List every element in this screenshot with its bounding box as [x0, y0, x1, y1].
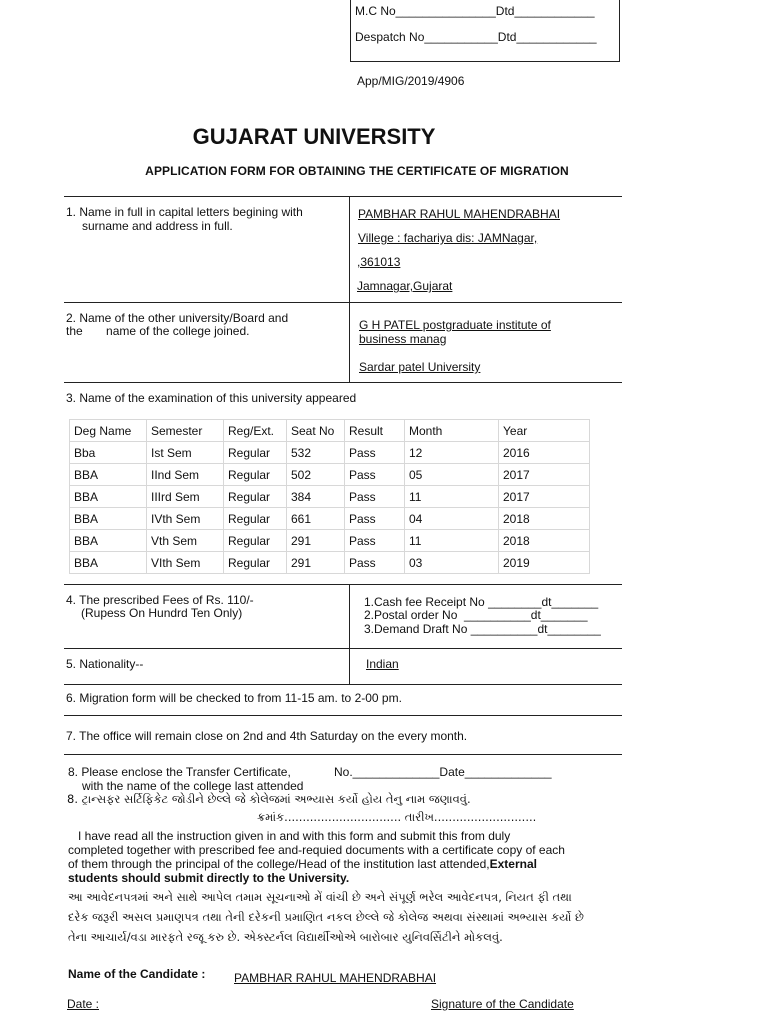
table-cell: Pass — [345, 486, 405, 508]
table-cell: 11 — [405, 486, 499, 508]
declaration-gujarati-3: તેના આચાર્ય/વડા મારફતે રજૂ કરુ છે. એક્સ્ટર્નલ વિદ્યાર્થીઓએ બારોબાર યુનિવર્સિટીને મોકલવું. — [68, 930, 503, 944]
q3-label: 3. Name of the examination of this university appeared — [66, 391, 357, 405]
table-cell: 291 — [287, 530, 345, 552]
column-divider — [349, 196, 350, 382]
table-cell: IIIrd Sem — [147, 486, 224, 508]
table-cell: Pass — [345, 530, 405, 552]
divider — [64, 302, 622, 303]
table-cell: Regular — [224, 530, 287, 552]
declaration-gujarati-2: દરેક જરૂરી અસલ પ્રમાણપત્ર તથા તેની દરેકની પ્રમાણિત નકલ છેલ્લે જે કોલેજ અથવા સંસ્થામાં અભ્યાસ કર્યો છે — [68, 910, 584, 924]
date-label: Date : — [67, 997, 100, 1011]
table-cell: 05 — [405, 464, 499, 486]
table-cell: 2018 — [499, 508, 590, 530]
q7-label: 7. The office will remain close on 2nd and 4th Saturday on the every month. — [66, 729, 468, 743]
table-cell: BBA — [70, 552, 147, 574]
table-cell: 03 — [405, 552, 499, 574]
col-header: Result — [345, 420, 405, 442]
candidate-name-label: Name of the Candidate : — [68, 967, 206, 981]
table-cell: BBA — [70, 464, 147, 486]
cash-fee-receipt-field: 1.Cash fee Receipt No ________dt_______ — [364, 595, 599, 609]
table-header-row — [70, 420, 590, 442]
transfer-certificate-no-date: No._____________Date_____________ — [334, 765, 552, 779]
despatch-no-field: Despatch No___________Dtd____________ — [355, 30, 597, 44]
table-cell: 11 — [405, 530, 499, 552]
table-cell: IInd Sem — [147, 464, 224, 486]
q5-label: 5. Nationality-- — [66, 657, 144, 671]
table-cell: 661 — [287, 508, 345, 530]
q2-label: 2. Name of the other university/Board and — [66, 311, 289, 325]
form-subtitle: APPLICATION FORM FOR OBTAINING THE CERTIFICATE OF MIGRATION — [145, 164, 569, 178]
candidate-name-value: PAMBHAR RAHUL MAHENDRABHAI — [358, 207, 561, 221]
declaration-line-4: students should submit directly to the University. — [68, 871, 350, 885]
mc-no-field: M.C No_______________Dtd____________ — [355, 4, 595, 18]
address-line-1: Villege : fachariya dis: JAMNagar, — [358, 231, 538, 245]
table-cell: 532 — [287, 442, 345, 464]
table-row — [70, 486, 590, 508]
declaration-gujarati-1: આ આવેદનપત્રમાં અને સાથે આપેલ તમામ સૂચનાઓ મેં વાંચી છે અને સંપૂર્ણ ભરેલ આવેદનપત્ર, નિયત ફી તથા — [68, 890, 572, 904]
table-cell: Vth Sem — [147, 530, 224, 552]
declaration-line-2: completed together with prescribed fee and-requied documents with a certificate copy of each — [68, 843, 565, 857]
declaration-line-1: I have read all the instruction given in and with this form and submit this from duly — [78, 829, 511, 843]
col-header: Year — [499, 420, 590, 442]
nationality-value: Indian — [366, 657, 399, 671]
table-cell: Bba — [70, 442, 147, 464]
divider — [64, 754, 622, 755]
q8-gujarati-no-date: ક્રમાંક................................ તારીખ............................ — [257, 810, 537, 824]
table-cell: BBA — [70, 486, 147, 508]
examination-table — [69, 419, 590, 574]
postal-order-field: 2.Postal order No __________dt_______ — [364, 608, 588, 622]
q2-label-cont: the name of the college joined. — [66, 324, 250, 338]
col-header: Semester — [147, 420, 224, 442]
university-name: Sardar patel University — [359, 360, 481, 374]
q4-label: 4. The prescribed Fees of Rs. 110/- — [66, 593, 254, 607]
divider — [64, 684, 622, 685]
table-cell: IVth Sem — [147, 508, 224, 530]
divider — [64, 584, 622, 585]
table-cell: 2017 — [499, 464, 590, 486]
table-row — [70, 552, 590, 574]
table-cell: 12 — [405, 442, 499, 464]
table-cell: BBA — [70, 530, 147, 552]
table-cell: 502 — [287, 464, 345, 486]
q8-gujarati-label: 8. ટ્રાન્સફર સર્ટિફિકેટ જોડીને છેલ્લે જે કોલેજમાં અભ્યાસ કર્યો હોય તેનુ નામ જણાવવું. — [67, 792, 471, 806]
col-header: Deg Name — [70, 420, 147, 442]
demand-draft-field: 3.Demand Draft No __________dt________ — [364, 622, 601, 636]
table-cell: 04 — [405, 508, 499, 530]
candidate-name-signature-value: PAMBHAR RAHUL MAHENDRABHAI — [234, 971, 437, 985]
table-cell: Pass — [345, 508, 405, 530]
table-row — [70, 464, 590, 486]
declaration-line-3: of them through the principal of the college/Head of the institution last attended,External — [68, 857, 537, 871]
table-cell: Pass — [345, 552, 405, 574]
table-cell: 291 — [287, 552, 345, 574]
table-cell: Regular — [224, 442, 287, 464]
q8-label: 8. Please enclose the Transfer Certificate, — [68, 765, 291, 779]
table-cell: Regular — [224, 486, 287, 508]
table-cell: 2017 — [499, 486, 590, 508]
table-cell: Regular — [224, 464, 287, 486]
table-row — [70, 508, 590, 530]
divider — [64, 196, 622, 197]
divider — [64, 648, 622, 649]
q4-label-cont: (Rupess On Hundrd Ten Only) — [81, 606, 243, 620]
table-cell: BBA — [70, 508, 147, 530]
col-header: Reg/Ext. — [224, 420, 287, 442]
col-header: Seat No — [287, 420, 345, 442]
q1-label: 1. Name in full in capital letters begining with — [66, 205, 303, 219]
application-number: App/MIG/2019/4906 — [357, 74, 465, 88]
table-row — [70, 530, 590, 552]
table-cell: 384 — [287, 486, 345, 508]
college-name-line-1: G H PATEL postgraduate institute of — [359, 318, 551, 332]
table-row — [70, 442, 590, 464]
table-cell: 2016 — [499, 442, 590, 464]
q8-label-cont: with the name of the college last attended — [82, 779, 304, 793]
table-cell: 2019 — [499, 552, 590, 574]
q1-label-cont: surname and address in full. — [82, 219, 233, 233]
table-cell: Regular — [224, 552, 287, 574]
divider — [64, 715, 622, 716]
college-name-line-2: business manag — [359, 332, 447, 346]
divider — [64, 382, 622, 383]
col-header: Month — [405, 420, 499, 442]
table-cell: Pass — [345, 464, 405, 486]
table-cell: Regular — [224, 508, 287, 530]
address-line-2: ,361013 — [357, 255, 401, 269]
page-title: GUJARAT UNIVERSITY — [192, 124, 436, 149]
table-cell: Ist Sem — [147, 442, 224, 464]
signature-label: Signature of the Candidate — [431, 997, 574, 1011]
q6-label: 6. Migration form will be checked to from 11-15 am. to 2-00 pm. — [66, 691, 402, 705]
column-divider — [349, 584, 350, 684]
address-line-3: Jamnagar,Gujarat — [357, 279, 453, 293]
table-cell: Pass — [345, 442, 405, 464]
office-use-box — [350, 0, 620, 62]
table-cell: 2018 — [499, 530, 590, 552]
table-cell: VIth Sem — [147, 552, 224, 574]
